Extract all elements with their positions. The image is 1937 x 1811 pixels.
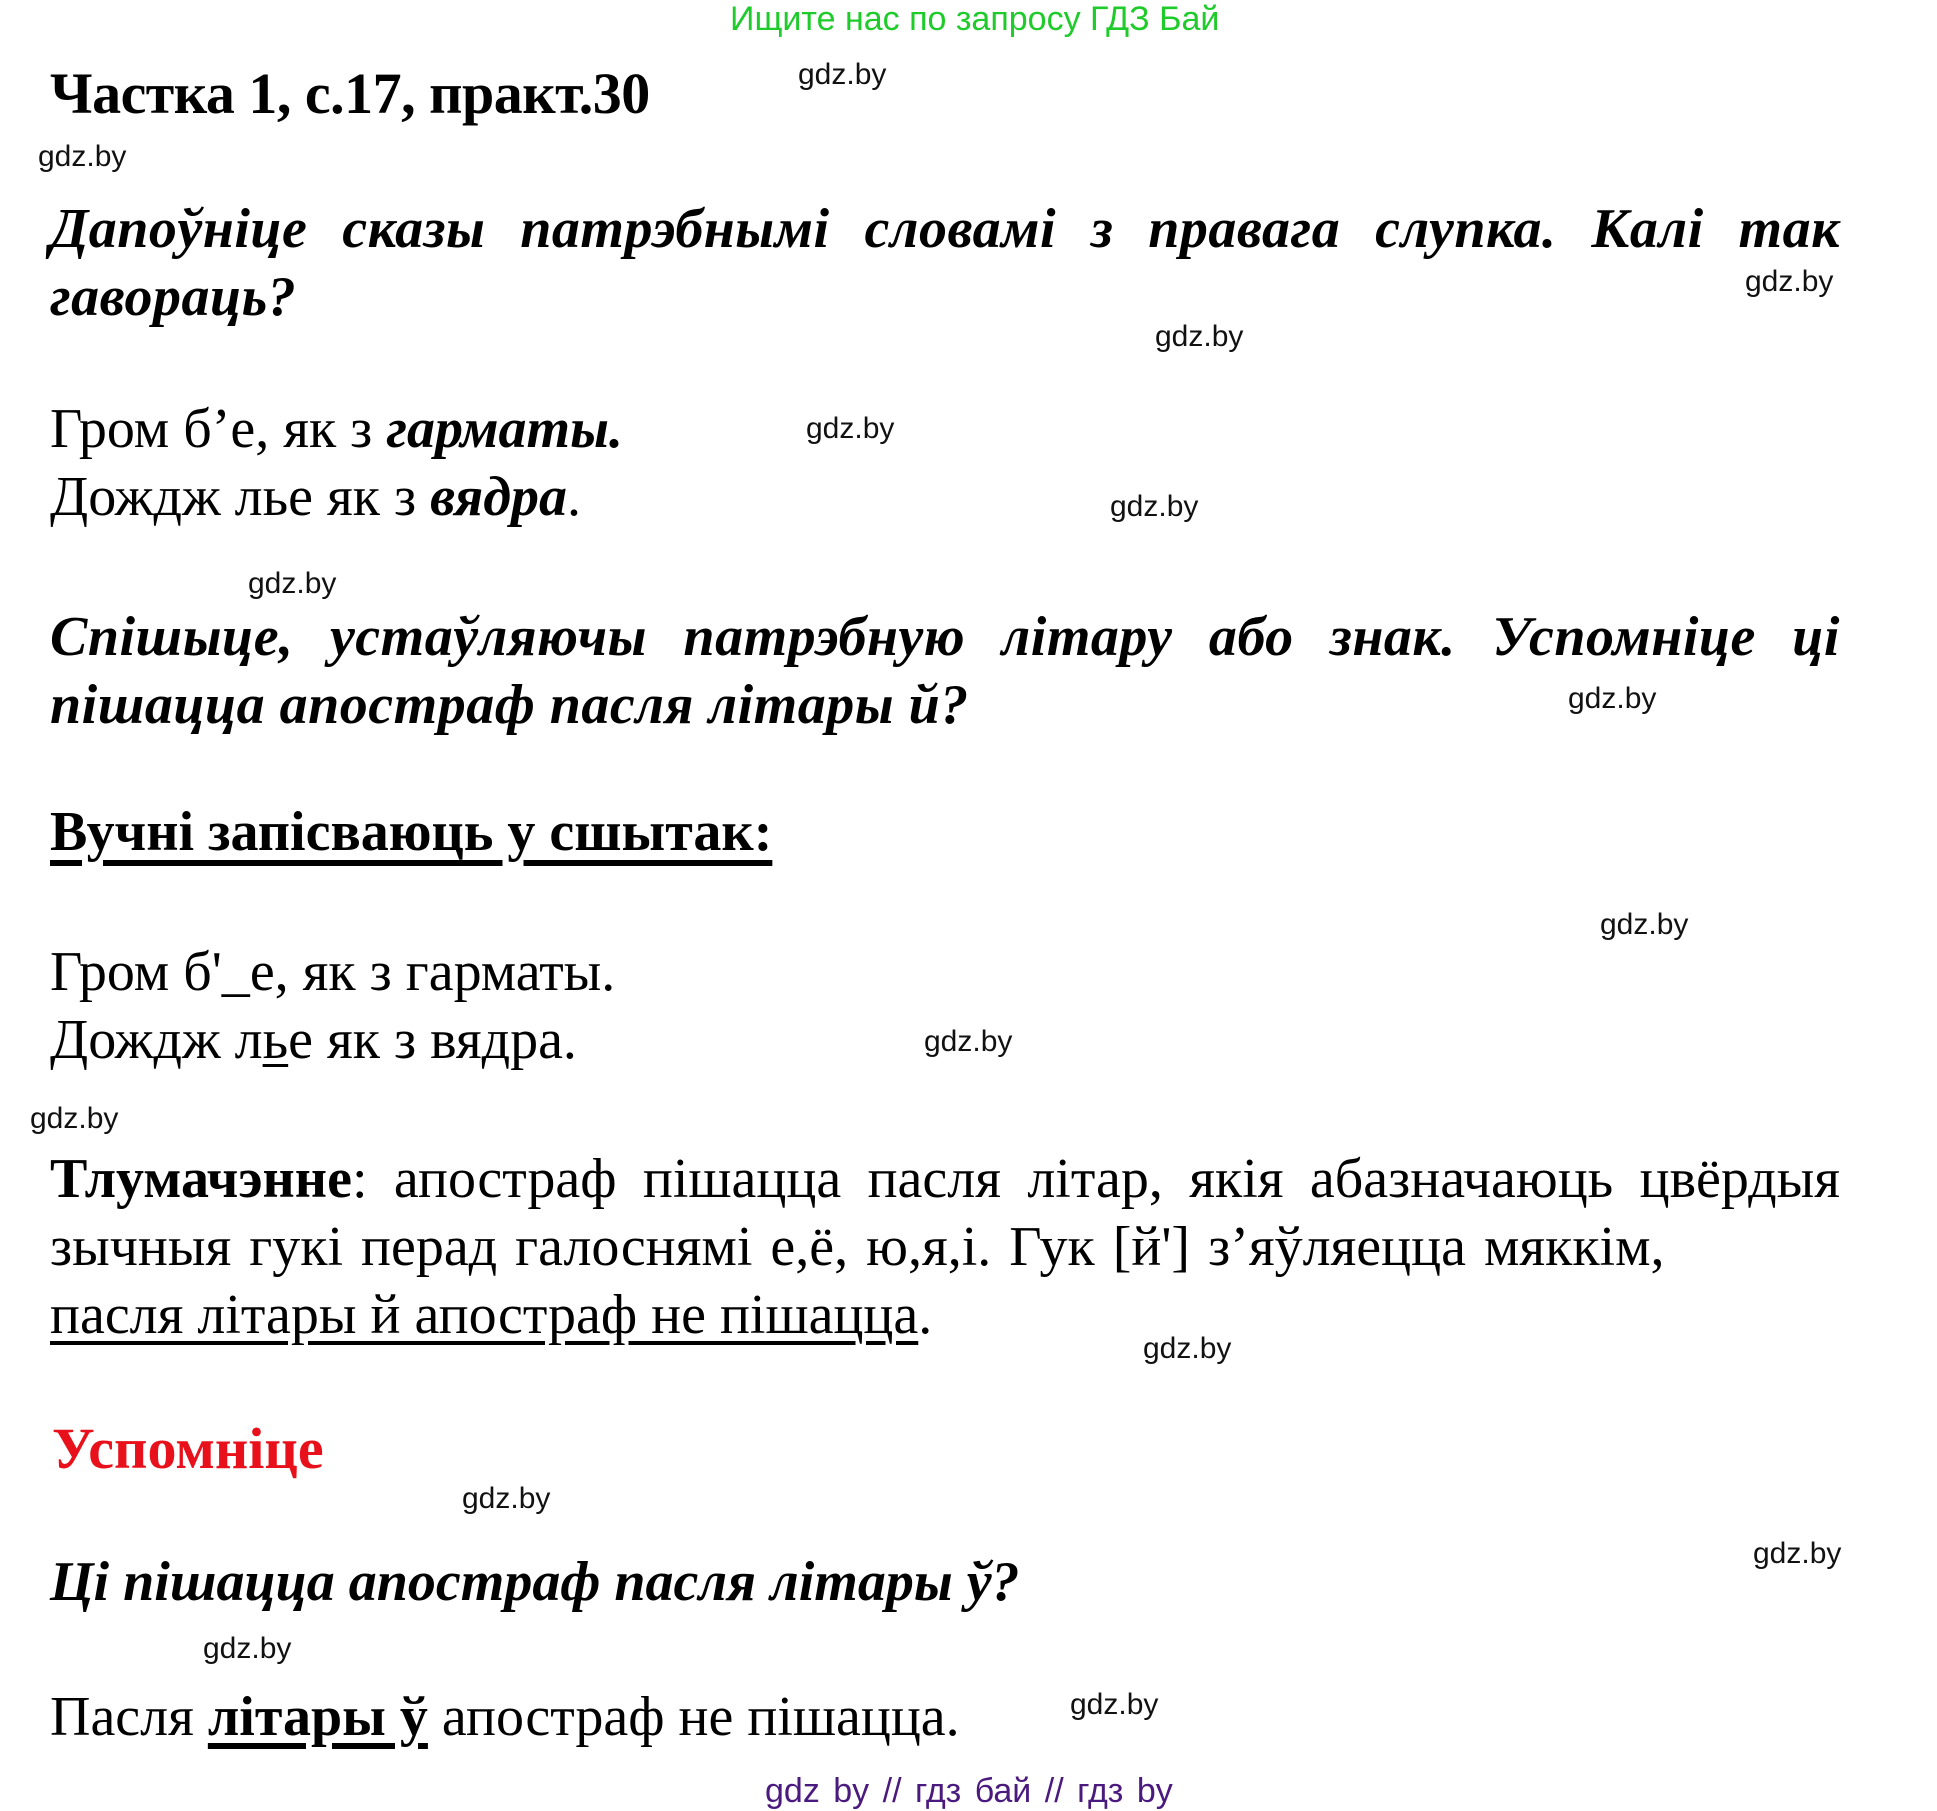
watermark: gdz.by (38, 140, 127, 173)
watermark: gdz.by (1155, 320, 1244, 353)
watermark: gdz.by (1143, 1332, 1232, 1365)
footer-links: gdz by // гдз бай // гдз by (765, 1772, 1173, 1810)
inserted-word: вядра (430, 466, 568, 528)
line-text: е, як з гарматы. (249, 941, 616, 1003)
explanation-end: . (918, 1284, 933, 1346)
line-text: Гром б (50, 941, 212, 1003)
watermark: gdz.by (1568, 682, 1657, 715)
inserted-mark: '_ (211, 941, 250, 1003)
inserted-letter: ь (262, 1009, 289, 1071)
task-1-answer-2 (50, 463, 581, 531)
answer-text: Пасля (50, 1686, 208, 1748)
explanation-text: : апостраф пішацца пасля літар, якія абазначаюць цвёрдыя зычныя гукі перад галоснямі е,ё, ю,я,і. Гук [й'] з’яўляецца мяккім, (50, 1148, 1840, 1278)
notebook-heading: Вучні запісваюць у сшытак: (50, 801, 773, 863)
explanation-label: Тлумачэнне (50, 1148, 352, 1210)
watermark: gdz.by (1753, 1537, 1842, 1570)
answer-emphasis: літары ў (207, 1686, 428, 1748)
remember-answer (50, 1685, 960, 1749)
watermark: gdz.by (924, 1025, 1013, 1058)
explanation-conclusion (50, 1281, 932, 1349)
inserted-word: гарматы. (386, 398, 623, 460)
task-1-answer-1 (50, 395, 623, 463)
search-banner: Ищите нас по запросу ГДЗ Бай (730, 0, 1220, 38)
task-2-instruction: Спішыце, устаўляючы патрэбную літару або знак. Успомніце ці пішацца апостраф пасля літары й? (50, 606, 1840, 736)
watermark: gdz.by (248, 567, 337, 600)
watermark: gdz.by (462, 1482, 551, 1515)
watermark: gdz.by (1110, 490, 1199, 523)
watermark: gdz.by (1600, 908, 1689, 941)
page-title: Частка 1, с.17, практ.30 (50, 61, 650, 126)
watermark: gdz.by (203, 1632, 292, 1665)
notebook-line-2 (50, 1006, 577, 1074)
watermark: gdz.by (1745, 265, 1834, 298)
sentence-text: Дождж лье як з (50, 466, 431, 528)
task-1-instruction: Дапоўніце сказы патрэбнымі словамі з правага слупка. Калі так гавораць? (50, 198, 1840, 328)
answer-text: апостраф не пішацца. (427, 1686, 960, 1748)
watermark: gdz.by (798, 58, 887, 91)
line-text: е як з вядра. (288, 1009, 577, 1071)
watermark: gdz.by (806, 412, 895, 445)
explanation-rule: пасля літары й апостраф не пішацца (50, 1284, 919, 1346)
notebook-line-1 (50, 938, 615, 1006)
watermark: gdz.by (1070, 1688, 1159, 1721)
sentence-text: Гром б’е, як з (50, 398, 387, 460)
line-text: Дождж л (50, 1009, 263, 1071)
remember-question: Ці пішацца апостраф пасля літары ў? (50, 1551, 1020, 1613)
remember-heading: Успомніце (52, 1416, 324, 1481)
sentence-end: . (567, 466, 582, 528)
watermark: gdz.by (30, 1102, 119, 1135)
explanation (50, 1145, 1840, 1281)
